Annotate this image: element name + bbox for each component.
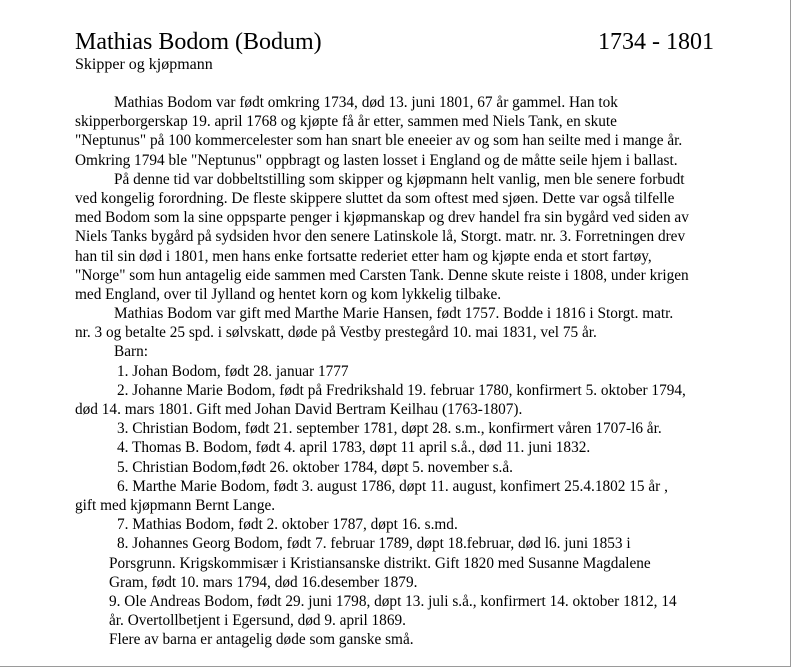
text-line: 7. Mathias Bodom, født 2. oktober 1787, døpt 16. s.md.	[117, 516, 458, 534]
text-line: Niels Tanks bygård på sydsiden hvor den senere Latinskole lå, Storgt. matr. nr. 3. Forretningen drev	[75, 228, 686, 246]
text-line: død 14. mars 1801. Gift med Johan David Bertram Keilhau (1763-1807).	[75, 401, 523, 418]
text-line: 6. Marthe Marie Bodom, født 3. august 1786, døpt 11. august, konfimert 25.4.1802 15 år ,	[117, 477, 668, 495]
document-body	[75, 93, 725, 649]
text-line: 9. Ole Andreas Bodom, født 29. juni 1798, døpt 13. juli s.å., konfirmert 14. oktober 1812, 14	[109, 592, 677, 610]
text-line: Porsgrunn. Krigskommisær i Kristiansanske distrikt. Gift 1820 med Susanne Magdalene	[109, 554, 651, 572]
text-line: 1. Johan Bodom, født 28. januar 1777	[117, 362, 349, 380]
text-line: gift med kjøpmann Bernt Lange.	[75, 496, 276, 514]
text-line: skipperborgerskap 19. april 1768 og kjøpte få år etter, sammen med Niels Tank, en skute	[75, 113, 617, 131]
text-line: 3. Christian Bodom, født 21. september 1781, døpt 28. s.m., konfirmert våren 1707-l6 år.	[117, 420, 662, 438]
page-title: Mathias Bodom (Bodum)	[75, 29, 322, 55]
text-line: Barn:	[114, 343, 148, 361]
page-subtitle: Skipper og kjøpmann	[75, 56, 213, 73]
text-line: med Bodom som la sine oppsparte penger i kjøpmanskap og drev handel fra sin bygård ved siden av	[75, 209, 689, 227]
text-line: 5. Christian Bodom,født 26. oktober 1784, døpt 5. november s.å.	[117, 458, 513, 476]
text-line: 8. Johannes Georg Bodom, født 7. februar 1789, døpt 18.februar, død l6. juni 1853 i	[117, 535, 631, 553]
text-line: med England, over til Jylland og hentet korn og kom lykkelig tilbake.	[75, 285, 502, 303]
life-years: 1734 - 1801	[598, 29, 714, 55]
text-line: På denne tid var dobbeltstilling som skipper og kjøpmann helt vanlig, men ble senere forbudt	[114, 170, 685, 188]
text-line: 2. Johanne Marie Bodom, født på Fredrikshald 19. februar 1780, konfirmert 5. oktober 1794,	[117, 381, 686, 399]
text-line: han til sin død i 1801, men hans enke fortsatte rederiet etter ham og kjøpte enda et stort fartøy,	[75, 247, 652, 265]
text-line: Gram, født 10. mars 1794, død 16.desember 1879.	[109, 573, 418, 591]
text-line: ved kongelig forordning. De fleste skippere sluttet da som oftest med sjøen. Dette var også tilfelle	[75, 189, 675, 207]
text-line: år. Overtollbetjent i Egersund, død 9. april 1869.	[109, 612, 406, 630]
text-line: "Norge" som hun antagelig eide sammen med Carsten Tank. Denne skute reiste i 1808, under krigen	[75, 266, 689, 284]
text-line: Mathias Bodom var gift med Marthe Marie Hansen, født 1757. Bodde i 1816 i Storgt. matr.	[114, 305, 674, 323]
text-line: Mathias Bodom var født omkring 1734, død 13. juni 1801, 67 år gammel. Han tok	[114, 94, 618, 111]
text-line: "Neptunus" på 100 kommercelester som han snart ble eneeier av og som han seilte med i mange år.	[75, 132, 683, 150]
text-line: Flere av barna er antagelig døde som ganske små.	[109, 631, 414, 649]
text-line: 4. Thomas B. Bodom, født 4. april 1783, døpt 11 april s.å., død 11. juni 1832.	[117, 439, 591, 457]
text-line: nr. 3 og betalte 25 spd. i sølvskatt, døde på Vestby prestegård 10. mai 1831, vel 75 år.	[75, 324, 597, 342]
text-line: Omkring 1794 ble "Neptunus" oppbragt og lasten losset i England og de måtte seile hjem i ballast.	[75, 151, 678, 169]
